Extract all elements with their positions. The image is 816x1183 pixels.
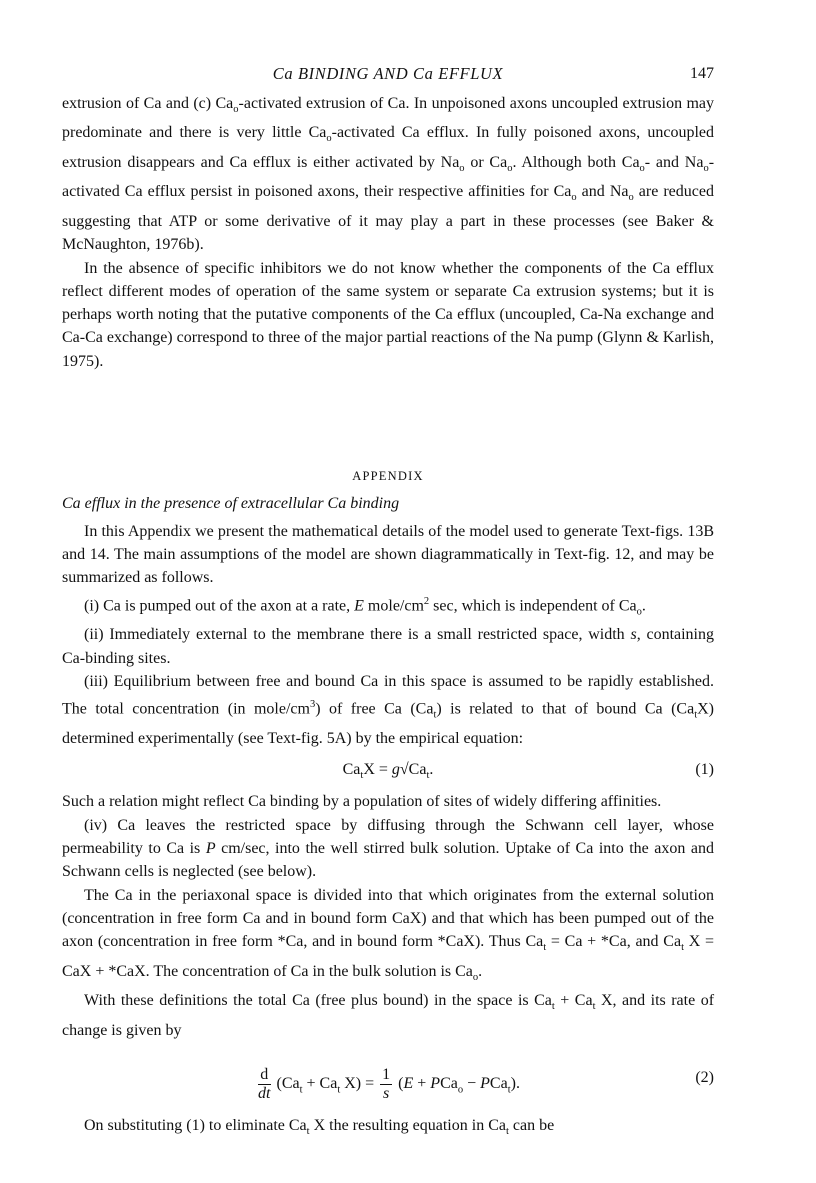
assumption-4: (iv) Ca leaves the restricted space by diffusing through the Schwann cell layer, whose permeability to Ca is P cm/sec, into the well stirred bulk solution. Uptake of Ca into the axon and Schwann cells is neglected (see below). — [62, 816, 715, 881]
equation-2-number: (2) — [695, 1068, 714, 1086]
appendix-subtitle: Ca efflux in the presence of extracellular Ca binding — [62, 495, 400, 513]
page-header — [62, 62, 714, 92]
page-number: 147 — [690, 65, 714, 82]
paragraph-definitions: With these definitions the total Ca (free plus bound) in the space is $Ca_t + Ca_t$ X, and its rate of change is given by — [62, 992, 715, 1039]
equation-2-body: $\frac{d}{dt}$ ($Ca_t + Ca_t$ X) = $\frac{1}{s}$ (E + PCa$_o$ − PCa$_t$). — [258, 1065, 520, 1102]
assumption-2: (ii) Immediately external to the membrane there is a small restricted space, width s, containing Ca-binding sites. — [62, 626, 715, 667]
paragraph-extrusion: extrusion of Ca and (c) $Ca_o$-activated extrusion of Ca. In unpoisoned axons uncoupled extrusion may predominate and there is very little $Ca_o$-activated Ca efflux. In fully poisoned axons, uncoupled extrusion disappears and Ca efflux is either activated by $Na_o$ or $Ca_o$. Although both $Ca_o-$ and $Na_o$-activated Ca efflux persist in poisoned axons, their respective affinities for $Ca_o$ and $Na_o$ are reduced suggesting that ATP or some derivative of it may play a part in these processes (see Baker & McNaughton, 1976b). — [62, 95, 715, 254]
section-gap — [62, 373, 714, 465]
assumption-3: (iii) Equilibrium between free and bound Ca in this space is assumed to be rapidly established. The total concentration (in mole/$cm^3$) of free Ca $(Ca_t)$ is related to that of bound Ca $(Ca_tX)$ determined experimentally (see Text-fig. 5A) by the empirical equation: — [62, 672, 714, 748]
paragraph-periaxonal: The Ca in the periaxonal space is divided into that which originates from the external solution (concentration in free form Ca and in bound form CaX) and that which has been pumped out of the axon (concentration in free form *Ca, and in bound form *CaX). Thus $Ca_t = Ca + *Ca$, and $Ca_t$ X = CaX + *CaX. The concentration of Ca in the bulk solution is $Ca_o$. — [62, 886, 715, 983]
assumption-1: (i) Ca is pumped out of the axon at a rate, E mole/$cm^2$ sec, which is independent of $Ca_o$. — [84, 595, 646, 618]
appendix-heading: APPENDIX — [352, 469, 424, 484]
paragraph-inhibitors: In the absence of specific inhibitors we do not know whether the components of the Ca efflux reflect different modes of operation of the same system or separate Ca extrusion systems; but it is perhaps worth noting that the putative components of the Ca efflux (uncoupled, Ca-Na exchange and Ca-Ca exchange) correspond to three of the major partial reactions of the Na pump (Glynn & Karlish, 1975). — [62, 259, 714, 370]
equation-2 — [62, 1050, 714, 1104]
paragraph-relation: Such a relation might reflect Ca binding by a population of sites of widely differing affinities. — [62, 793, 662, 811]
appendix-intro: In this Appendix we present the mathematical details of the model used to generate Text-figs. 13B and 14. The main assumptions of the model are shown diagrammatically in Text-fig. 12, and may be summarized as follows. — [62, 522, 714, 587]
paragraph-substituting: On substituting (1) to eliminate $Ca_t$ X the resulting equation in $Ca_t$ can be — [84, 1116, 555, 1138]
equation-1-number: (1) — [695, 761, 714, 779]
one-over-s-fraction: $\frac{1}{s}$ — [382, 1065, 391, 1102]
equation-1 — [62, 754, 714, 784]
equation-1-body: $Ca_tX = g√Ca_t$. — [342, 761, 434, 782]
derivative-fraction: $\frac{d}{dt}$ — [258, 1065, 271, 1102]
journal-page — [62, 62, 714, 1143]
running-title: Ca BINDING AND Ca EFFLUX — [272, 64, 504, 83]
